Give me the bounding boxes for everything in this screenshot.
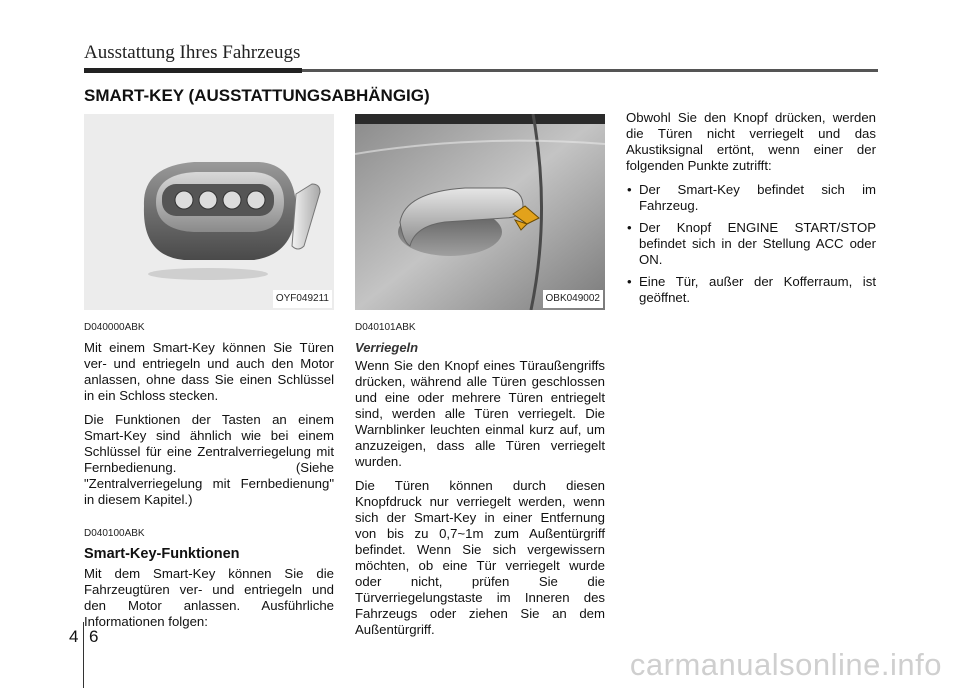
column-1: [84, 114, 334, 638]
subheading: Smart-Key-Funktionen: [84, 546, 240, 562]
list-item: • Der Knopf ENGINE START/STOP befindet sich in der Stellung ACC oder ON.: [626, 220, 876, 268]
figure-label: OYF049211: [273, 290, 332, 308]
subheading-italic: Verriegeln: [355, 340, 419, 355]
page-number: 6: [89, 627, 99, 646]
figure-label: OBK049002: [543, 290, 604, 308]
section-code: D040000ABK: [84, 322, 145, 333]
paragraph: Mit dem Smart-Key können Sie die Fahrzeugtüren ver- und entriegeln und den Motor anlassen. Ausführliche Informationen folgen:: [84, 566, 334, 629]
chapter-number: 4: [69, 627, 79, 646]
paragraph: Die Türen können durch diesen Knopfdruck nur verriegelt werden, wenn sich der Smart-Key in einer Entfernung von bis zu 0,7~1m zum Außentürgriff befindet. Wenn Sie sich vergewissern möchten, ob eine Tür verriegelt wurde oder nicht, prüfen Sie die Türverriegelungstaste im Inneren des Fahrzeugs oder ziehen Sie an dem Außentürgriff.: [355, 478, 605, 637]
smart-key-illustration: [84, 114, 334, 310]
column-3: [626, 110, 876, 312]
bullet-list: [626, 182, 876, 306]
list-item: • Der Smart-Key befindet sich im Fahrzeug.: [626, 182, 876, 214]
list-item: • Eine Tür, außer der Kofferraum, ist geöffnet.: [626, 274, 876, 306]
door-handle-illustration: [355, 114, 605, 310]
door-handle-figure: [355, 114, 605, 310]
header-rule-accent: [84, 68, 302, 73]
paragraph: Die Funktionen der Tasten an einem Smart-Key sind ähnlich wie bei einem Schlüssel für eine Zentralverriegelung mit Fernbedienung. (Siehe "Zentralverriegelung mit Fernbedienung" in diesem Kapitel.): [84, 412, 334, 507]
paragraph: Wenn Sie den Knopf eines Türaußengriffs drücken, während alle Türen geschlossen und eine oder mehrere Türen entriegelt sind, werden alle Türen verriegelt. Die Warnblinker leuchten einmal kurz auf, um anzuzeigen, dass alle Türen verriegelt wurden.: [355, 358, 605, 469]
column-2: [355, 114, 605, 646]
section-code: D040100ABK: [84, 528, 145, 539]
smart-key-figure: [84, 114, 334, 310]
watermark-text: carmanualsonline.info: [629, 647, 942, 682]
page-number-divider: [83, 622, 84, 688]
header-title: Ausstattung Ihres Fahrzeugs: [84, 42, 301, 63]
paragraph: Mit einem Smart-Key können Sie Türen ver- und entriegeln und auch den Motor anlassen, ohne dass Sie einen Schlüssel in ein Schloss stecken.: [84, 340, 334, 403]
paragraph: Obwohl Sie den Knopf drücken, werden die Türen nicht verriegelt und das Akustiksignal ertönt, wenn einer der folgenden Punkte zutrifft:: [626, 110, 876, 173]
section-code: D040101ABK: [355, 322, 416, 333]
section-title: SMART-KEY (AUSSTATTUNGSABHÄNGIG): [84, 86, 430, 105]
